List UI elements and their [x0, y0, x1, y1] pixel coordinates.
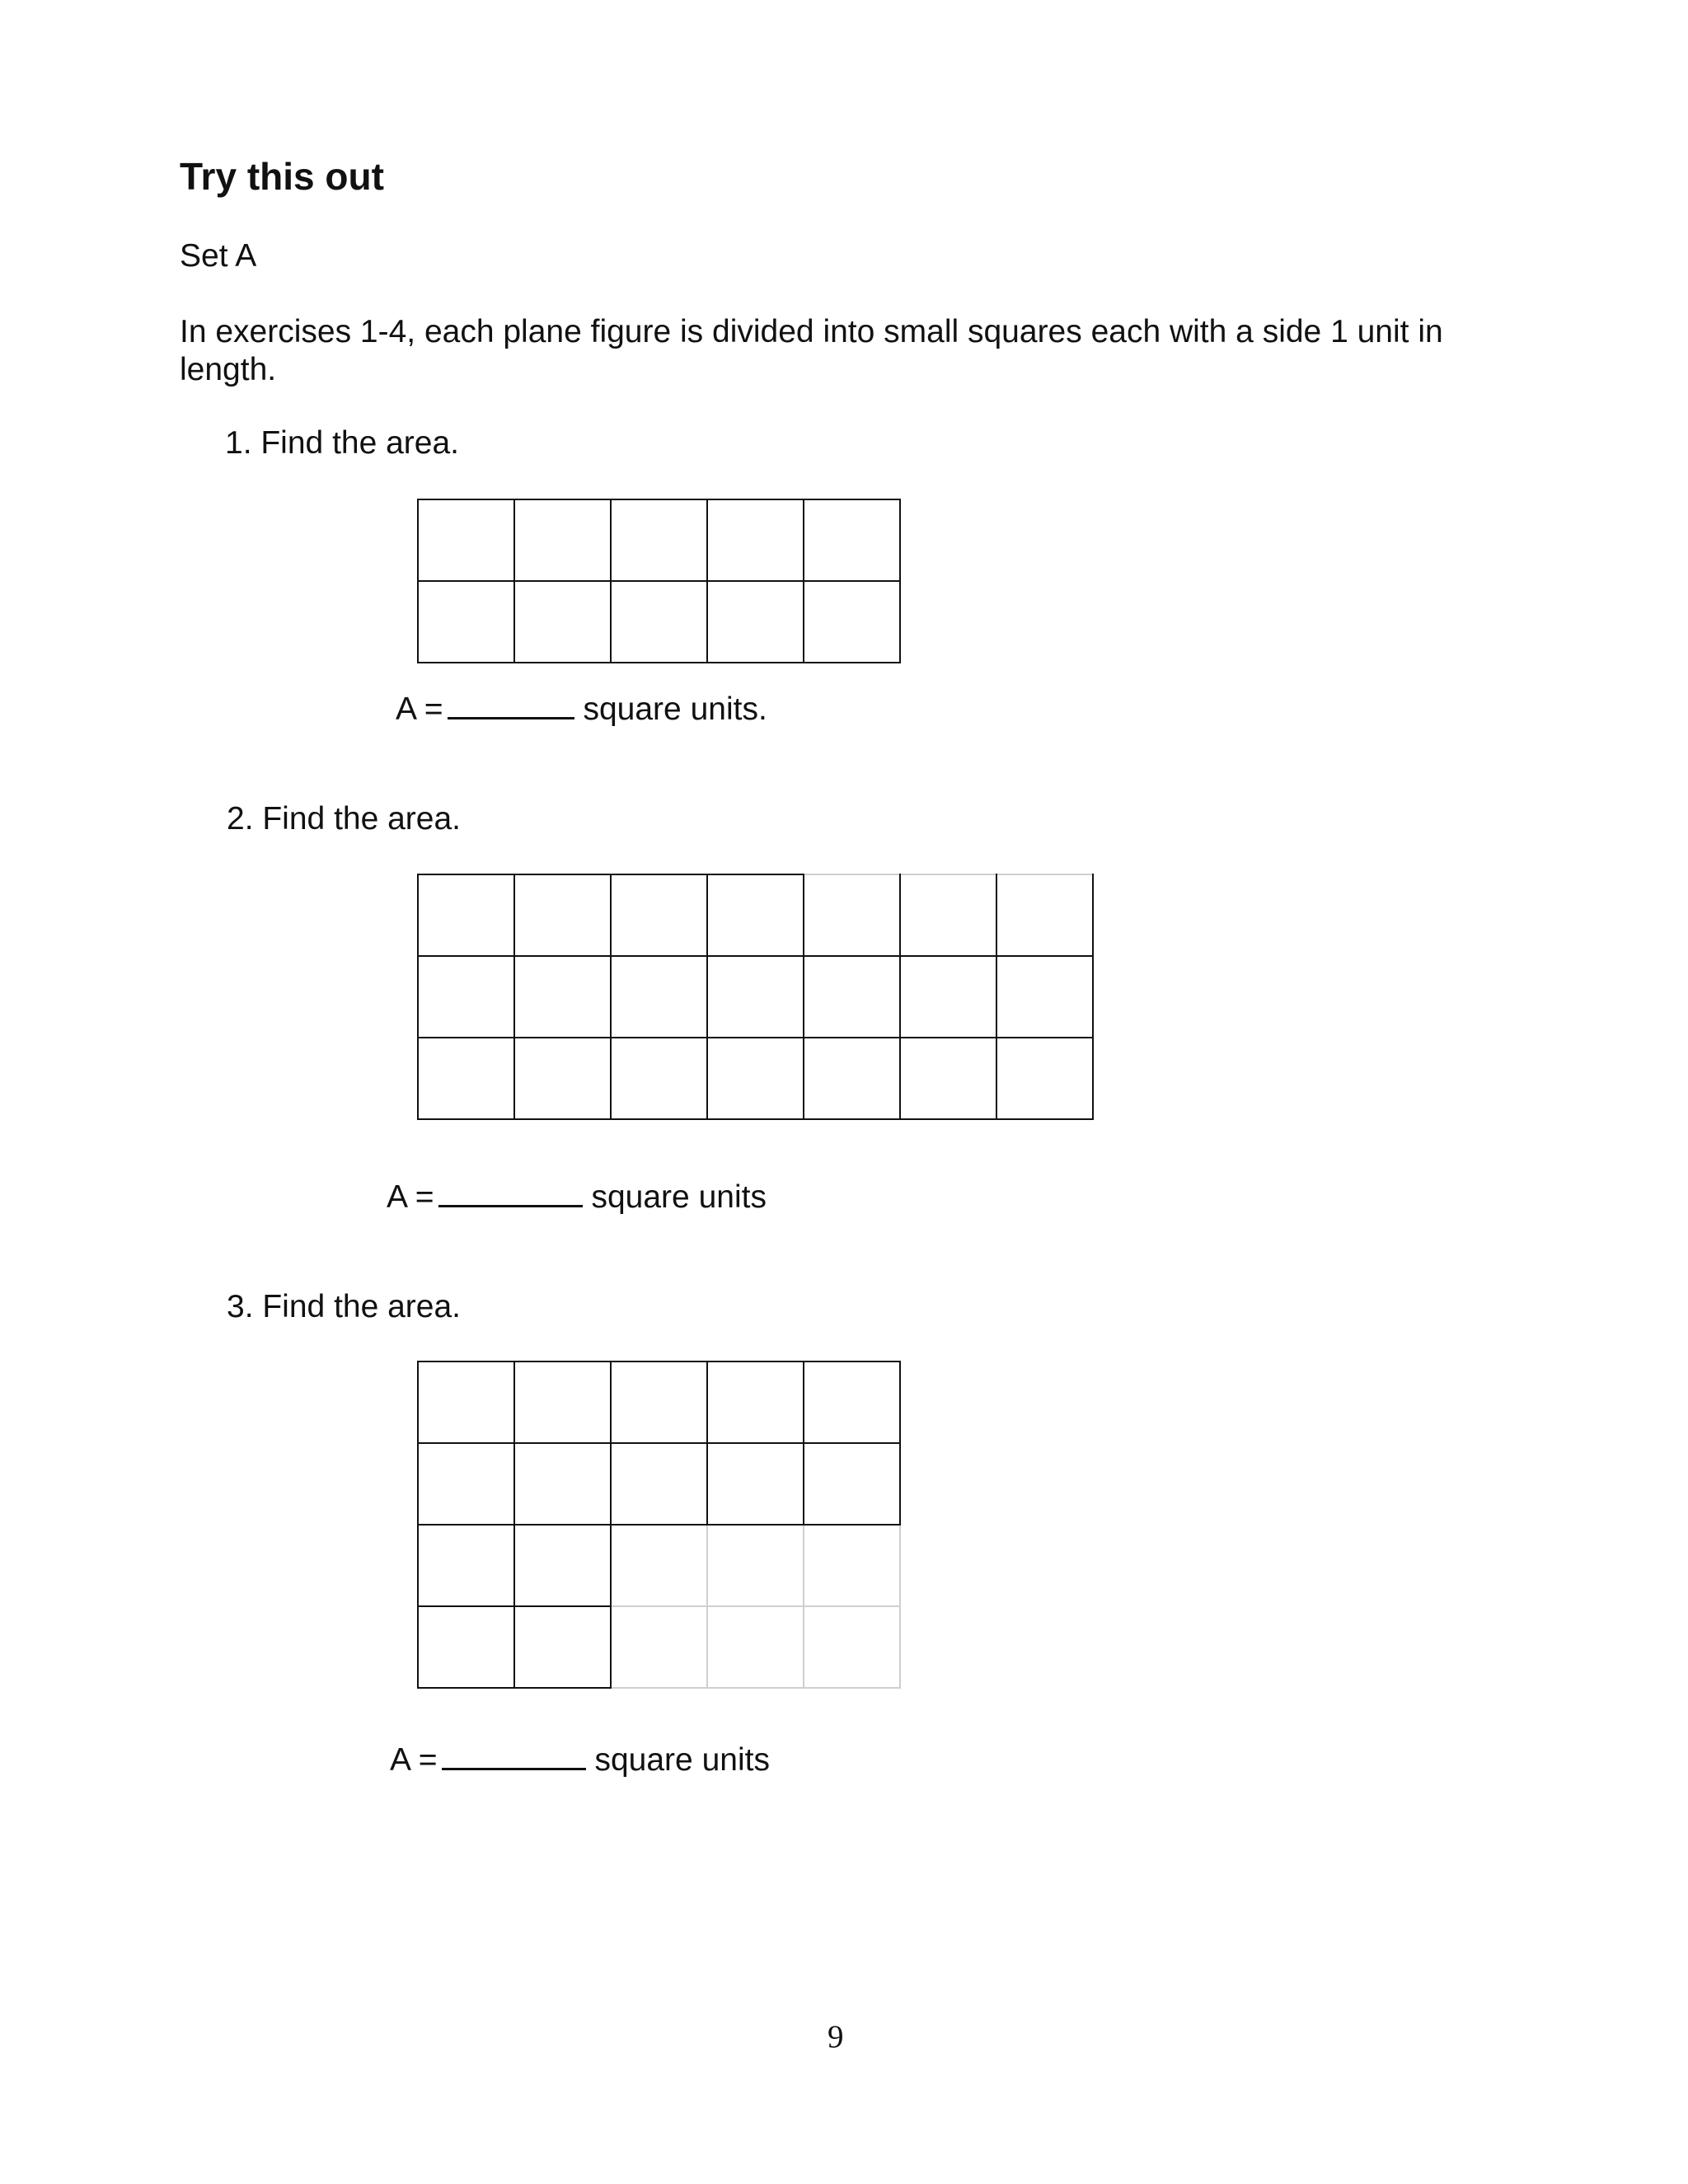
unit-square — [900, 1038, 996, 1119]
unit-square — [514, 581, 611, 663]
unit-square — [996, 956, 1093, 1038]
unit-square — [418, 499, 514, 581]
unit-square — [514, 1525, 611, 1606]
unit-square — [707, 1606, 804, 1688]
answer-prefix: A = — [390, 1742, 438, 1778]
unit-square — [514, 874, 611, 956]
unit-square — [707, 1038, 804, 1119]
unit-square — [514, 1361, 611, 1443]
unit-square — [611, 1525, 707, 1606]
unit-square — [514, 1443, 611, 1525]
grid-row — [418, 1038, 1093, 1119]
unit-square — [418, 1443, 514, 1525]
unit-square — [804, 1361, 900, 1443]
unit-square — [804, 499, 900, 581]
exercise-1-grid — [417, 499, 901, 663]
unit-square — [707, 1361, 804, 1443]
unit-square — [611, 1038, 707, 1119]
unit-square — [996, 1038, 1093, 1119]
page-number: 9 — [828, 2019, 844, 2055]
unit-square — [611, 874, 707, 956]
answer-suffix: square units. — [583, 691, 767, 727]
unit-square — [611, 956, 707, 1038]
unit-square — [611, 1361, 707, 1443]
unit-square — [514, 956, 611, 1038]
grid-row — [418, 1361, 900, 1443]
unit-square — [804, 1525, 900, 1606]
unit-square — [707, 956, 804, 1038]
grid-row — [418, 499, 900, 581]
set-label: Set A — [180, 238, 257, 274]
section-heading: Try this out — [180, 155, 384, 198]
exercise-3-title: 3. Find the area. — [227, 1289, 462, 1324]
unit-square — [611, 581, 707, 663]
unit-square — [900, 956, 996, 1038]
unit-square — [900, 874, 996, 956]
instructions-text: In exercises 1-4, each plane figure is divided into small squares each with a side 1 unit in length. — [180, 314, 1443, 387]
answer-blank[interactable] — [438, 1174, 583, 1207]
grid-row — [418, 1525, 900, 1606]
unit-square — [418, 1361, 514, 1443]
grid-row — [418, 956, 1093, 1038]
answer-suffix: square units — [594, 1742, 770, 1778]
exercise-2-grid — [417, 874, 1094, 1120]
unit-square — [804, 1606, 900, 1688]
unit-square — [804, 1443, 900, 1525]
unit-square — [418, 1606, 514, 1688]
exercise-2-answer — [387, 1174, 767, 1217]
unit-square — [611, 1606, 707, 1688]
unit-square — [804, 956, 900, 1038]
unit-square — [418, 581, 514, 663]
unit-square — [611, 1443, 707, 1525]
answer-prefix: A = — [387, 1179, 434, 1215]
answer-blank[interactable] — [448, 686, 574, 719]
unit-square — [804, 581, 900, 663]
exercise-3-answer — [390, 1736, 770, 1780]
unit-square — [804, 1038, 900, 1119]
grid-row — [418, 1606, 900, 1688]
unit-square — [418, 956, 514, 1038]
unit-square — [707, 499, 804, 581]
unit-square — [611, 499, 707, 581]
unit-square — [418, 1525, 514, 1606]
unit-square — [707, 874, 804, 956]
unit-square — [514, 499, 611, 581]
exercise-2-title: 2. Find the area. — [227, 801, 462, 837]
unit-square — [514, 1606, 611, 1688]
unit-square — [804, 874, 900, 956]
grid-row — [418, 1443, 900, 1525]
grid-row — [418, 874, 1093, 956]
unit-square — [514, 1038, 611, 1119]
unit-square — [996, 874, 1093, 956]
unit-square — [418, 1038, 514, 1119]
unit-square — [707, 581, 804, 663]
exercise-3-grid — [417, 1361, 901, 1689]
answer-suffix: square units — [591, 1179, 767, 1215]
exercise-1-title: 1. Find the area. — [225, 425, 460, 461]
grid-row — [418, 581, 900, 663]
answer-prefix: A = — [396, 691, 443, 727]
unit-square — [707, 1525, 804, 1606]
unit-square — [707, 1443, 804, 1525]
unit-square — [418, 874, 514, 956]
exercise-1-answer — [396, 686, 767, 729]
answer-blank[interactable] — [442, 1736, 586, 1770]
